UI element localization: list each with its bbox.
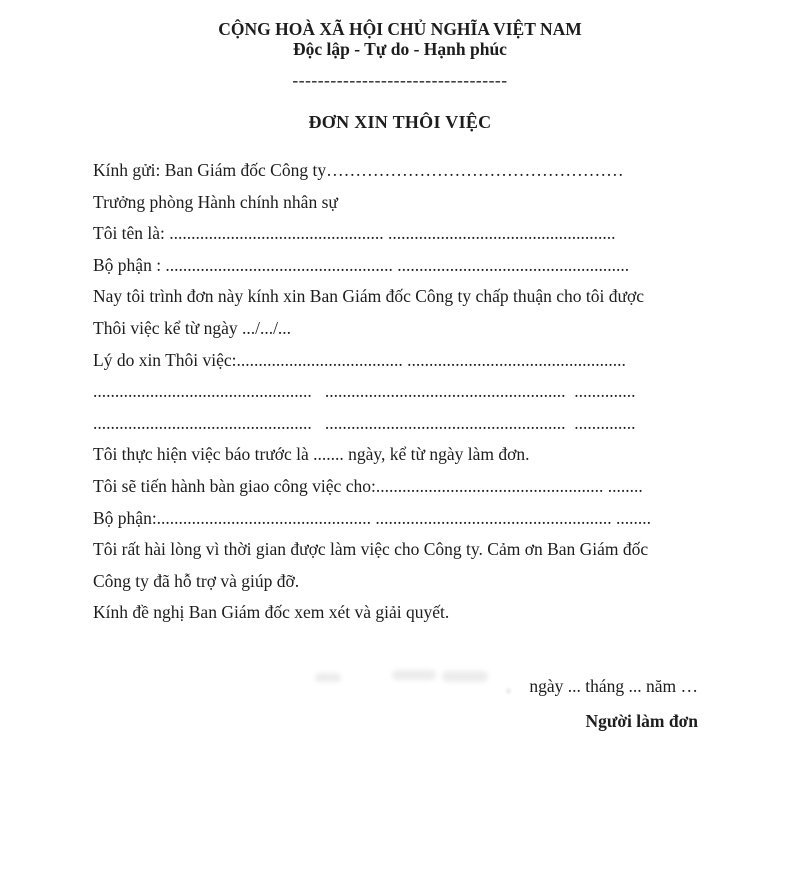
gratitude-line-1: Tôi rất hài lòng vì thời gian được làm việc cho Công ty. Cảm ơn Ban Giám đốc: [93, 539, 649, 560]
recipient-line: Kính gửi: Ban Giám đốc Công ty……………………………………………: [93, 160, 624, 180]
document-title: ĐƠN XIN THÔI VIỆC: [308, 112, 492, 132]
national-title: CỘNG HOÀ XÃ HỘI CHỦ NGHĨA VIỆT NAM: [218, 19, 582, 39]
handover-department-line: Bộ phận:................................................. ...................................................... ........: [93, 507, 652, 528]
reason-dotted-line-2: .................................................. ....................................................... ..............: [93, 412, 636, 433]
document-header: [0, 0, 800, 92]
watermark-smudge: [506, 688, 511, 694]
department-field-line: Bộ phận : .................................................... .....................................................: [93, 254, 630, 275]
reason-field-line: Lý do xin Thôi việc:...................................... ..................................................: [93, 349, 626, 370]
national-motto: Độc lập - Tự do - Hạnh phúc: [293, 39, 507, 59]
signature-block: [0, 669, 698, 739]
request-paragraph-line-1: Nay tôi trình đơn này kính xin Ban Giám đốc Công ty chấp thuận cho tôi được: [93, 286, 644, 307]
notice-period-line: Tôi thực hiện việc báo trước là ....... ngày, kể từ ngày làm đơn.: [93, 444, 530, 465]
name-field-line: Tôi tên là: ................................................. ....................................................: [93, 223, 616, 244]
gratitude-line-2: Công ty đã hỗ trợ và giúp đỡ.: [93, 570, 300, 591]
signature-date-line: ngày ... tháng ... năm …: [529, 675, 698, 696]
recipient-hr-line: Trưởng phòng Hành chính nhân sự: [93, 191, 338, 212]
closing-request-line: Kính đề nghị Ban Giám đốc xem xét và giải quyết.: [93, 602, 450, 623]
watermark-smudge: [392, 670, 436, 680]
document-body: [93, 155, 800, 629]
signer-label: Người làm đơn: [585, 710, 698, 731]
watermark-smudge: [442, 671, 488, 682]
watermark-smudge: [315, 673, 341, 682]
handover-field-line: Tôi sẽ tiến hành bàn giao công việc cho:.................................................... ........: [93, 475, 643, 496]
request-date-line: Thôi việc kể từ ngày .../.../...: [93, 317, 292, 338]
reason-dotted-line-1: .................................................. ....................................................... ..............: [93, 381, 636, 402]
header-separator-line: ----------------------------------: [292, 70, 508, 90]
